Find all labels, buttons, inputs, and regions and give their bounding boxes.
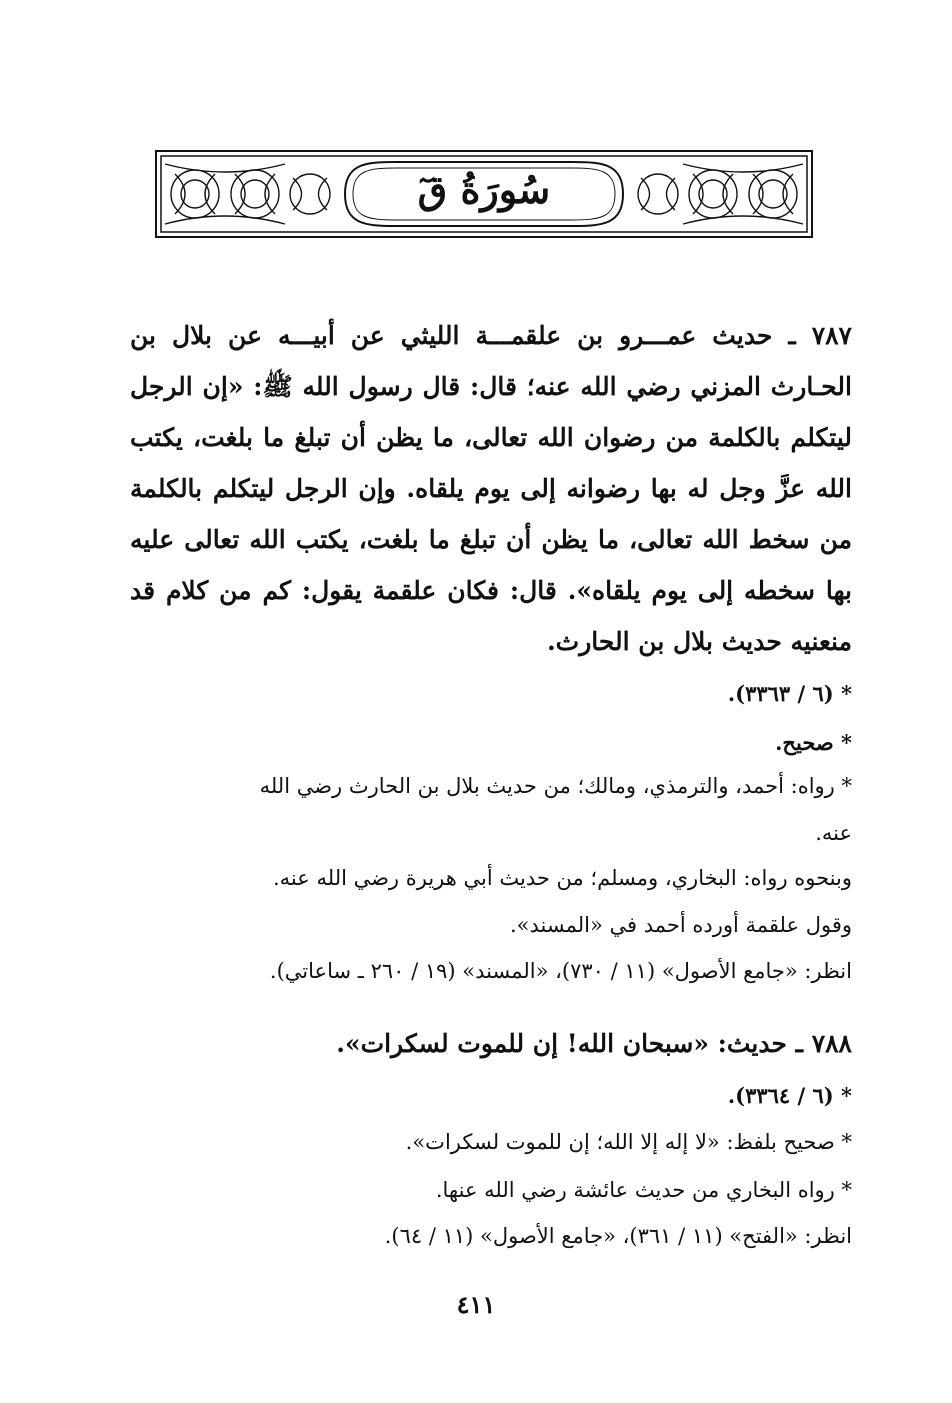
hadith-788-grade: * صحيح بلفظ: «لا إله إلا الله؛ إن للموت لسكرات». xyxy=(405,1130,852,1154)
hadith-787-similar: وبنحوه رواه: البخاري، ومسلم؛ من حديث أبي هريرة رضي الله عنه. xyxy=(273,866,852,890)
hadith-787-see: انظر: «جامع الأصول» (١١ / ٧٣٠)، «المسند» (١٩ / ٢٦٠ ـ ساعاتي). xyxy=(269,959,852,983)
hadith-788-heading: ٧٨٨ ـ حديث: «سبحان الله! إن للموت لسكرات». xyxy=(336,1029,852,1058)
surah-title: سُورَةُ قٓ xyxy=(417,167,551,212)
hadith-788-narrated: * رواه البخاري من حديث عائشة رضي الله عنها. xyxy=(435,1178,852,1202)
hadith-787-narrated-line1: * رواه: أحمد، والترمذي، ومالك؛ من حديث بلال بن الحارث رضي الله xyxy=(259,774,852,798)
hadith-787-narrated-line2: عنه. xyxy=(815,821,852,845)
hadith-787-grade: * صحيح. xyxy=(775,730,852,755)
hadith-788-see: انظر: «الفتح» (١١ / ٣٦١)، «جامع الأصول» (١١ / ٦٤). xyxy=(384,1224,852,1248)
hadith-787-ref: * (٦ / ٣٣٦٣). xyxy=(727,681,852,706)
page-number: ٤١١ xyxy=(456,1290,496,1319)
surah-header-frame xyxy=(155,150,813,238)
hadith-787-text: ٧٨٧ ـ حديث عمـــرو بن علقمـــة الليثي عن أبيـــه عن بلال بن الحـارث المزني رضي الله عنه؛ قال: قال رسول الله ﷺ: «إن الرجل ليتكلم بالكلمة من رضوان الله تعالى، ما يظن أن تبلغ ما بلغت، يكتب الله عزَّ وجل له بها رضوانه إلى يوم يلقاه. وإن الرجل ليتكلم بالكلمة من سخط الله تعالى، ما يظن أن تبلغ ما بلغت، يكتب الله تعالى عليه بها سخطه إلى يوم يلقاه». قال: فكان علقمة يقول: كم من كلام قد منعنيه حديث بلال بن الحارث. xyxy=(130,321,852,656)
hadith-788-ref: * (٦ / ٣٣٦٤). xyxy=(727,1083,852,1108)
hadith-787-alqama: وقول علقمة أورده أحمد في «المسند». xyxy=(510,913,852,937)
